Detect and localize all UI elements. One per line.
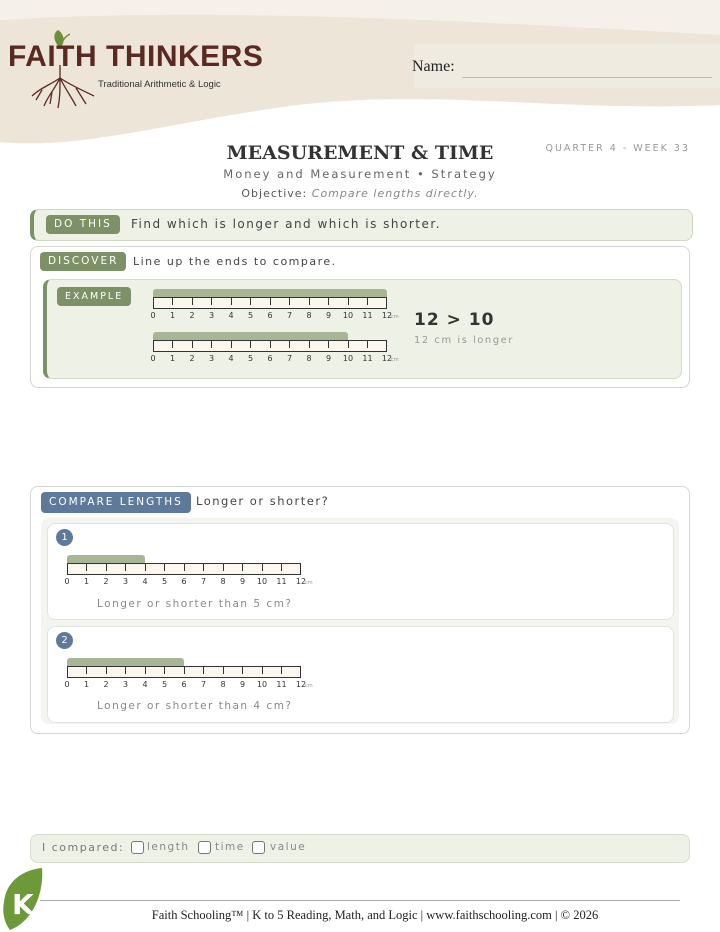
ruler-tick (223, 667, 224, 674)
ruler-label: 12 (381, 311, 393, 320)
discover-text: Line up the ends to compare. (133, 255, 337, 268)
ruler-label: 7 (286, 311, 293, 320)
ruler-tick (192, 341, 193, 348)
ruler-label: 6 (267, 311, 273, 320)
name-field[interactable] (462, 77, 712, 78)
ruler-unit: cm (391, 357, 399, 363)
ruler-label: 3 (208, 354, 215, 363)
ruler-label: 11 (362, 311, 373, 320)
ruler-label: 1 (169, 311, 176, 320)
ruler (153, 297, 387, 309)
ruler-label: 1 (83, 577, 90, 586)
ruler-tick (231, 298, 232, 305)
ruler-tick (250, 341, 251, 348)
ruler-label: 0 (64, 577, 70, 586)
ruler-tick (106, 564, 107, 571)
ruler-tick (145, 564, 146, 571)
name-label: Name: (412, 58, 455, 75)
ruler-label: 10 (256, 577, 268, 586)
ruler-tick (145, 667, 146, 674)
ruler-tick (184, 564, 185, 571)
ruler-tick (262, 667, 263, 674)
ruler-label: 10 (256, 680, 268, 689)
ruler-label: 3 (122, 577, 129, 586)
page-title: MEASUREMENT & TIME (226, 142, 494, 164)
ruler-tick (164, 667, 165, 674)
length-bar (153, 289, 387, 297)
reflection-label: I compared: (42, 841, 125, 854)
ruler-tick (262, 564, 263, 571)
ruler-tick (242, 667, 243, 674)
ruler-label: 1 (83, 680, 90, 689)
ruler-tick (281, 564, 282, 571)
objective-text: Compare lengths directly. (311, 187, 479, 200)
ruler-tick (348, 298, 349, 305)
ruler-tick (203, 564, 204, 571)
ruler-label: 10 (342, 354, 354, 363)
ruler-label: 5 (247, 311, 254, 320)
time-checkbox[interactable] (198, 841, 211, 854)
ruler-tick (192, 298, 193, 305)
example-result: 12 > 10 (414, 310, 495, 330)
ruler-label: 12 (295, 577, 307, 586)
ruler-label: 7 (200, 680, 207, 689)
ruler-tick (367, 341, 368, 348)
ruler-label: 4 (142, 680, 148, 689)
ruler-label: 4 (228, 354, 234, 363)
ruler-label: 10 (342, 311, 354, 320)
ruler-tick (348, 341, 349, 348)
ruler-tick (86, 564, 87, 571)
logo-title: FAITH THINKERS (8, 40, 264, 73)
week-label: QUARTER 4 - WEEK 33 (545, 143, 690, 154)
footer-divider (40, 900, 680, 901)
ruler-tick (125, 667, 126, 674)
ruler-tick (281, 667, 282, 674)
ruler-unit: cm (305, 683, 313, 689)
ruler-tick (328, 341, 329, 348)
ruler-tick (203, 667, 204, 674)
ruler-tick (164, 564, 165, 571)
ruler-label: 8 (306, 354, 312, 363)
ruler-label: 6 (181, 577, 187, 586)
ruler-unit: cm (391, 314, 399, 320)
ruler-tick (242, 564, 243, 571)
question-2-text: Longer or shorter than 4 cm? (97, 700, 293, 712)
ruler-label: 0 (150, 354, 156, 363)
example-pill: EXAMPLE (57, 287, 131, 306)
compare-pill: COMPARE LENGTHS (41, 492, 191, 513)
logo-subtitle: Traditional Arithmetic & Logic (98, 79, 221, 90)
ruler-label: 2 (103, 680, 109, 689)
ruler (153, 340, 387, 352)
ruler-label: 11 (276, 577, 287, 586)
ruler (67, 563, 301, 575)
ruler-label: 7 (286, 354, 293, 363)
ruler-label: 1 (169, 354, 176, 363)
length-bar (67, 658, 184, 666)
ruler-tick (270, 341, 271, 348)
ruler-tick (172, 341, 173, 348)
ruler-tick (367, 298, 368, 305)
ruler-label: 4 (142, 577, 148, 586)
do-this-pill: DO THIS (46, 215, 120, 234)
ruler-tick (270, 298, 271, 305)
ruler-tick (289, 341, 290, 348)
ruler-label: 4 (228, 311, 234, 320)
ruler-label: 8 (220, 577, 226, 586)
objective-label: Objective: (241, 187, 308, 200)
ruler-tick (231, 341, 232, 348)
svg-text:K: K (12, 888, 34, 921)
example-result-note: 12 cm is longer (414, 335, 514, 346)
ruler-label: 9 (239, 680, 246, 689)
ruler-label: 6 (267, 354, 273, 363)
ruler-label: 3 (208, 311, 215, 320)
question-number-2: 2 (56, 632, 73, 649)
ruler-label: 6 (181, 680, 187, 689)
ruler-label: 9 (239, 577, 246, 586)
ruler-label: 12 (295, 680, 307, 689)
length-checkbox[interactable] (131, 841, 144, 854)
length-option: length (147, 841, 190, 853)
value-option: value (270, 841, 307, 853)
ruler-label: 8 (306, 311, 312, 320)
ruler-label: 11 (276, 680, 287, 689)
ruler-tick (211, 298, 212, 305)
discover-pill: DISCOVER (40, 252, 126, 271)
question-1-text: Longer or shorter than 5 cm? (97, 598, 293, 610)
length-bar (67, 555, 145, 563)
ruler-tick (309, 341, 310, 348)
ruler (67, 666, 301, 678)
ruler-tick (289, 298, 290, 305)
ruler-label: 2 (103, 577, 109, 586)
compare-text: Longer or shorter? (196, 494, 330, 508)
ruler-label: 0 (150, 311, 156, 320)
do-this-text: Find which is longer and which is shorter. (131, 217, 442, 231)
ruler-label: 2 (189, 311, 195, 320)
ruler-tick (86, 667, 87, 674)
ruler-tick (250, 298, 251, 305)
ruler-label: 5 (247, 354, 254, 363)
ruler-tick (309, 298, 310, 305)
ruler-label: 2 (189, 354, 195, 363)
objective (0, 187, 720, 200)
ruler-label: 7 (200, 577, 207, 586)
length-bar (153, 332, 348, 340)
ruler-label: 3 (122, 680, 129, 689)
ruler-unit: cm (305, 580, 313, 586)
ruler-tick (328, 298, 329, 305)
ruler-tick (211, 341, 212, 348)
name-box (414, 44, 720, 88)
ruler-label: 5 (161, 680, 168, 689)
ruler-label: 11 (362, 354, 373, 363)
ruler-label: 0 (64, 680, 70, 689)
ruler-tick (172, 298, 173, 305)
ruler-label: 5 (161, 577, 168, 586)
footer-text: Faith Schooling™ | K to 5 Reading, Math, and Logic | www.faithschooling.com | © 2026 (151, 908, 599, 922)
ruler-tick (125, 564, 126, 571)
question-number-1: 1 (56, 529, 73, 546)
reflection-bar (30, 834, 690, 863)
value-checkbox[interactable] (252, 841, 265, 854)
ruler-tick (223, 564, 224, 571)
time-option: time (215, 841, 245, 853)
ruler-label: 9 (325, 311, 332, 320)
page-subtitle: Money and Measurement • Strategy (223, 167, 497, 181)
ruler-tick (184, 667, 185, 674)
ruler-label: 8 (220, 680, 226, 689)
ruler-label: 12 (381, 354, 393, 363)
ruler-tick (106, 667, 107, 674)
ruler-label: 9 (325, 354, 332, 363)
